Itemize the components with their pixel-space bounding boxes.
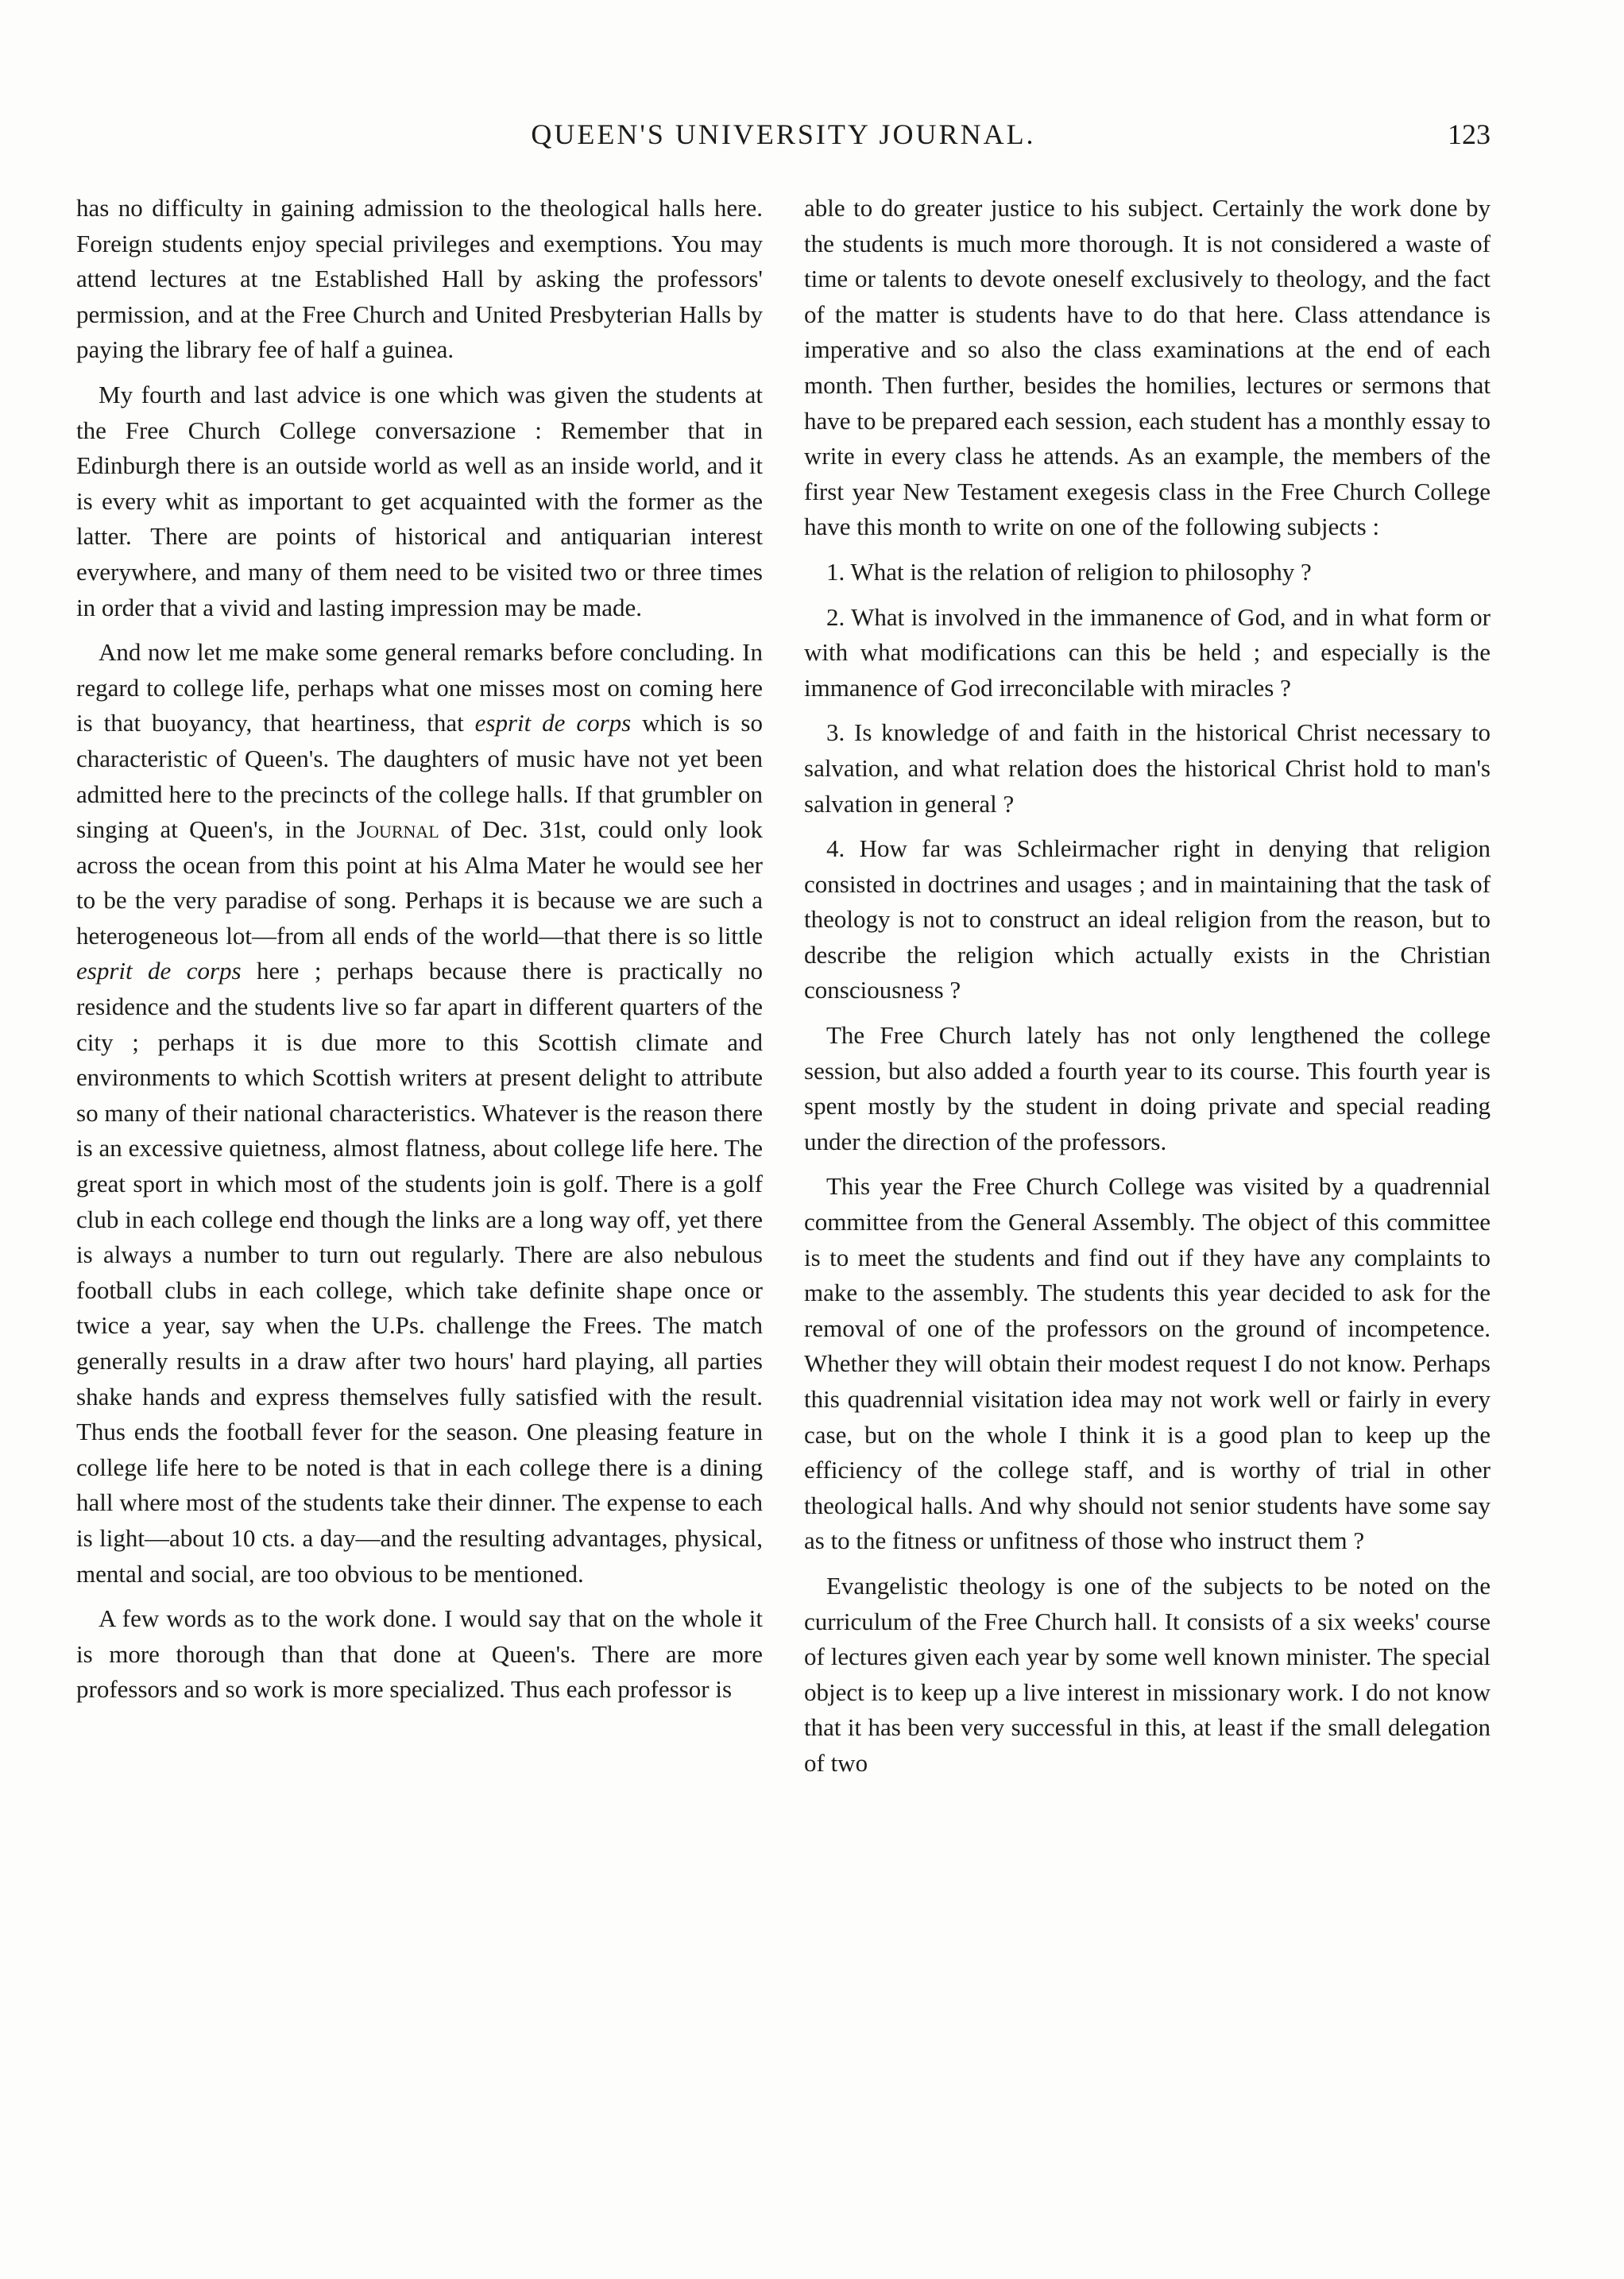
journal-small-caps: Journal	[357, 815, 439, 844]
left-paragraph-3-text-d: here ; perhaps because there is practically no residence and the students live so far apart in different quarters of the city ; perhaps it is due more to this Scottish climate and environments to which Scottish writers at present delight to attribute so many of their national characteristics. Whatever is the reason there is an excessive quietness, almost flatness, about college life here. The great sport in which most of the students join is golf. There is a golf club in each college end though the links are a long way off, yet there is always a number to turn out regularly. There are also nebulous football clubs in each college, which take definite shape once or twice a year, say when the U.Ps. challenge the Frees. The match generally results in a draw after two hours' hard playing, all parties shake hands and express themselves fully satisfied with the result. Thus ends the football fever for the season. One pleasing feature in college life here to be noted is that in each college there is a dining hall where most of the students take their dinner. The expense to each is light—about 10 cts. a day—and the resulting advantages, physical, mental and social, are too obvious to be mentioned.	[76, 957, 763, 1588]
page-number: 123	[1448, 118, 1491, 150]
left-paragraph-1: has no difficulty in gaining admission to the theological halls here. Foreign students enjoy special privileges and exemptions. You may attend lectures at tne Established Hall by asking the professors' permission, and at the Free Church and United Presbyterian Halls by paying the library fee of half a guinea.	[76, 194, 763, 364]
left-paragraph-3-text-b: which is so characteristic of Queen's. The daughters of music have not yet been admitted here to the precincts of the college halls. If that grumbler on singing at Queen's, in the	[76, 709, 763, 844]
left-paragraph-3-text-a: And now let me make some general remarks before concluding. In regard to college life, perhaps what one misses most on coming here is that buoyancy, that heartiness, that	[76, 638, 763, 737]
left-paragraph-3	[76, 635, 763, 1592]
right-paragraph-3: This year the Free Church College was visited by a quadrennial committee from the General Assembly. The object of this committee is to meet the students and find out if they have any complaints to make to the assembly. The students this year decided to ask for the removal of one of the professors on the ground of incompetence. Whether they will obtain their modest request I do not know. Perhaps this quadrennial visitation idea may not work well or fairly in every case, but on the whole I think it is a good plan to keep up the efficiency of the college staff, and is worthy of trial in other theological halls. And why should not senior students have some say as to the fitness or unfitness of those who instruct them ?	[804, 1172, 1491, 1555]
esprit-de-corps-italic-1: esprit de corps	[474, 709, 632, 737]
right-paragraph-4: Evangelistic theology is one of the subjects to be noted on the curriculum of the Free Church hall. It consists of a six weeks' course of lectures given each year by some well known minister. The special object is to keep up a live interest in missionary work. I do not know that it has been very successful in this, at least if the small delegation of two	[804, 1571, 1491, 1777]
page-header	[76, 118, 1491, 162]
subject-question-1: 1. What is the relation of religion to philosophy ?	[826, 557, 1312, 586]
subject-question-4: 4. How far was Schleirmacher right in denying that religion consisted in doctrines and usages ; and in maintaining that the task of theology is not to construct an ideal religion from the reason, but to describe the religion which actually exists in the Christian consciousness ?	[804, 834, 1491, 1004]
left-column	[76, 191, 763, 1708]
left-paragraph-3-text-c: of Dec. 31st, could only look across the ocean from this point at his Alma Mater he would see her to be the very paradise of song. Perhaps it is because we are such a heterogeneous lot—from all ends of the world—that there is so little	[76, 815, 763, 950]
left-paragraph-2: My fourth and last advice is one which was given the students at the Free Church College conversazione : Remember that in Edinburgh there is an outside world as well as an inside world, and it is every whit as important to get acquainted with the former as the latter. There are points of historical and antiquarian interest everywhere, and many of them need to be visited two or three times in order that a vivid and lasting impression may be made.	[76, 380, 763, 621]
esprit-de-corps-italic-2: esprit de corps	[76, 957, 242, 985]
running-title: QUEEN'S UNIVERSITY JOURNAL.	[531, 118, 1036, 150]
left-paragraph-4: A few words as to the work done. I would say that on the whole it is more thorough than that done at Queen's. There are more professors and so work is more specialized. Thus each professor is	[76, 1604, 763, 1704]
subject-question-2: 2. What is involved in the immanence of God, and in what form or with what modifications can this be held ; and especially is the immanence of God irreconcilable with miracles ?	[804, 602, 1491, 702]
right-paragraph-1: able to do greater justice to his subject. Certainly the work done by the students is much more thorough. It is not considered a waste of time or talents to devote oneself exclusively to theology, and the fact of the matter is students have to do that here. Class attendance is imperative and so also the class examinations at the end of each month. Then further, besides the homilies, lectures or sermons that have to be prepared each session, each student has a monthly essay to write in every class he attends. As an example, the members of the first year New Testament exegesis class in the Free Church College have this month to write on one of the following subjects :	[804, 194, 1491, 541]
right-column	[804, 191, 1491, 1782]
subject-question-3: 3. Is knowledge of and faith in the historical Christ necessary to salvation, and what relation does the historical Christ hold to man's salvation in general ?	[804, 718, 1491, 818]
right-paragraph-2: The Free Church lately has not only lengthened the college session, but also added a fourth year to its course. This fourth year is spent mostly by the student in doing private and special reading under the direction of the professors.	[804, 1021, 1491, 1155]
